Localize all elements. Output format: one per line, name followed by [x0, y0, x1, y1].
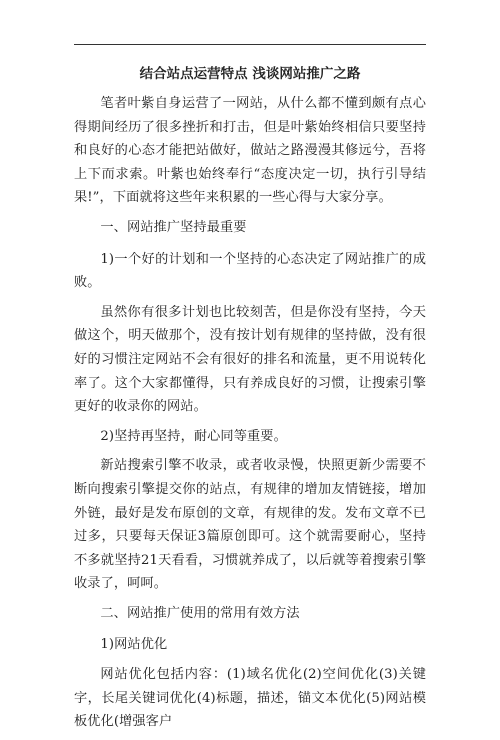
header-rule	[74, 44, 426, 45]
paragraph-intro: 笔者叶紫自身运营了一网站，从什么都不懂到颇有点心得期间经历了很多挫折和打击，但是叶紫始终相信只要坚持和良好的心态才能把站做好，做站之路漫漫其修远兮，吾将上下而求索。叶紫也始终奉行“态度决定一切，执行引导结果!”，下面就将这些年来积累的一些心得与大家分享。	[74, 96, 426, 206]
article-body	[74, 92, 426, 740]
paragraph-1-2: 新站搜索引擎不收录，或者收录慢，快照更新少需要不断向搜索引擎提交你的站点，有规律的增加友情链接，增加外链，最好是发布原创的文章，有规律的发。发布文章不已过多，只要每天保证3篇原创即可。这个就需要耐心，坚持不多就坚持21天看看，习惯就养成了，以后就等着搜索引擎收录了，呵呵。	[74, 458, 426, 592]
section-heading-1: 一、网站推广坚持最重要	[100, 219, 247, 235]
paragraph-2-1: 网站优化包括内容：(1)域名优化(2)空间优化(3)关键字，长尾关键词优化(4)标题，描述，锚文本优化(5)网站模板优化(增强客户	[74, 667, 426, 730]
article-title: 结合站点运营特点 浅谈网站推广之路	[139, 66, 361, 82]
section-heading-2: 二、网站推广使用的常用有效方法	[100, 605, 300, 621]
subheading-1-1: 1)一个好的计划和一个坚持的心态决定了网站推广的成败。	[74, 251, 426, 291]
paragraph-1-1: 虽然你有很多计划也比较刻苦，但是你没有坚持，今天做这个，明天做那个，没有按计划有规律的坚持做，没有很好的习惯注定网站不会有很好的排名和流量，更不用说转化率了。这个大家都懂得，只有养成良好的习惯，让搜索引擎更好的收录你的网站。	[74, 304, 426, 415]
subheading-2-1: 1)网站优化	[100, 637, 168, 653]
subheading-1-2: 2)坚持再坚持，耐心同等重要。	[100, 428, 287, 444]
